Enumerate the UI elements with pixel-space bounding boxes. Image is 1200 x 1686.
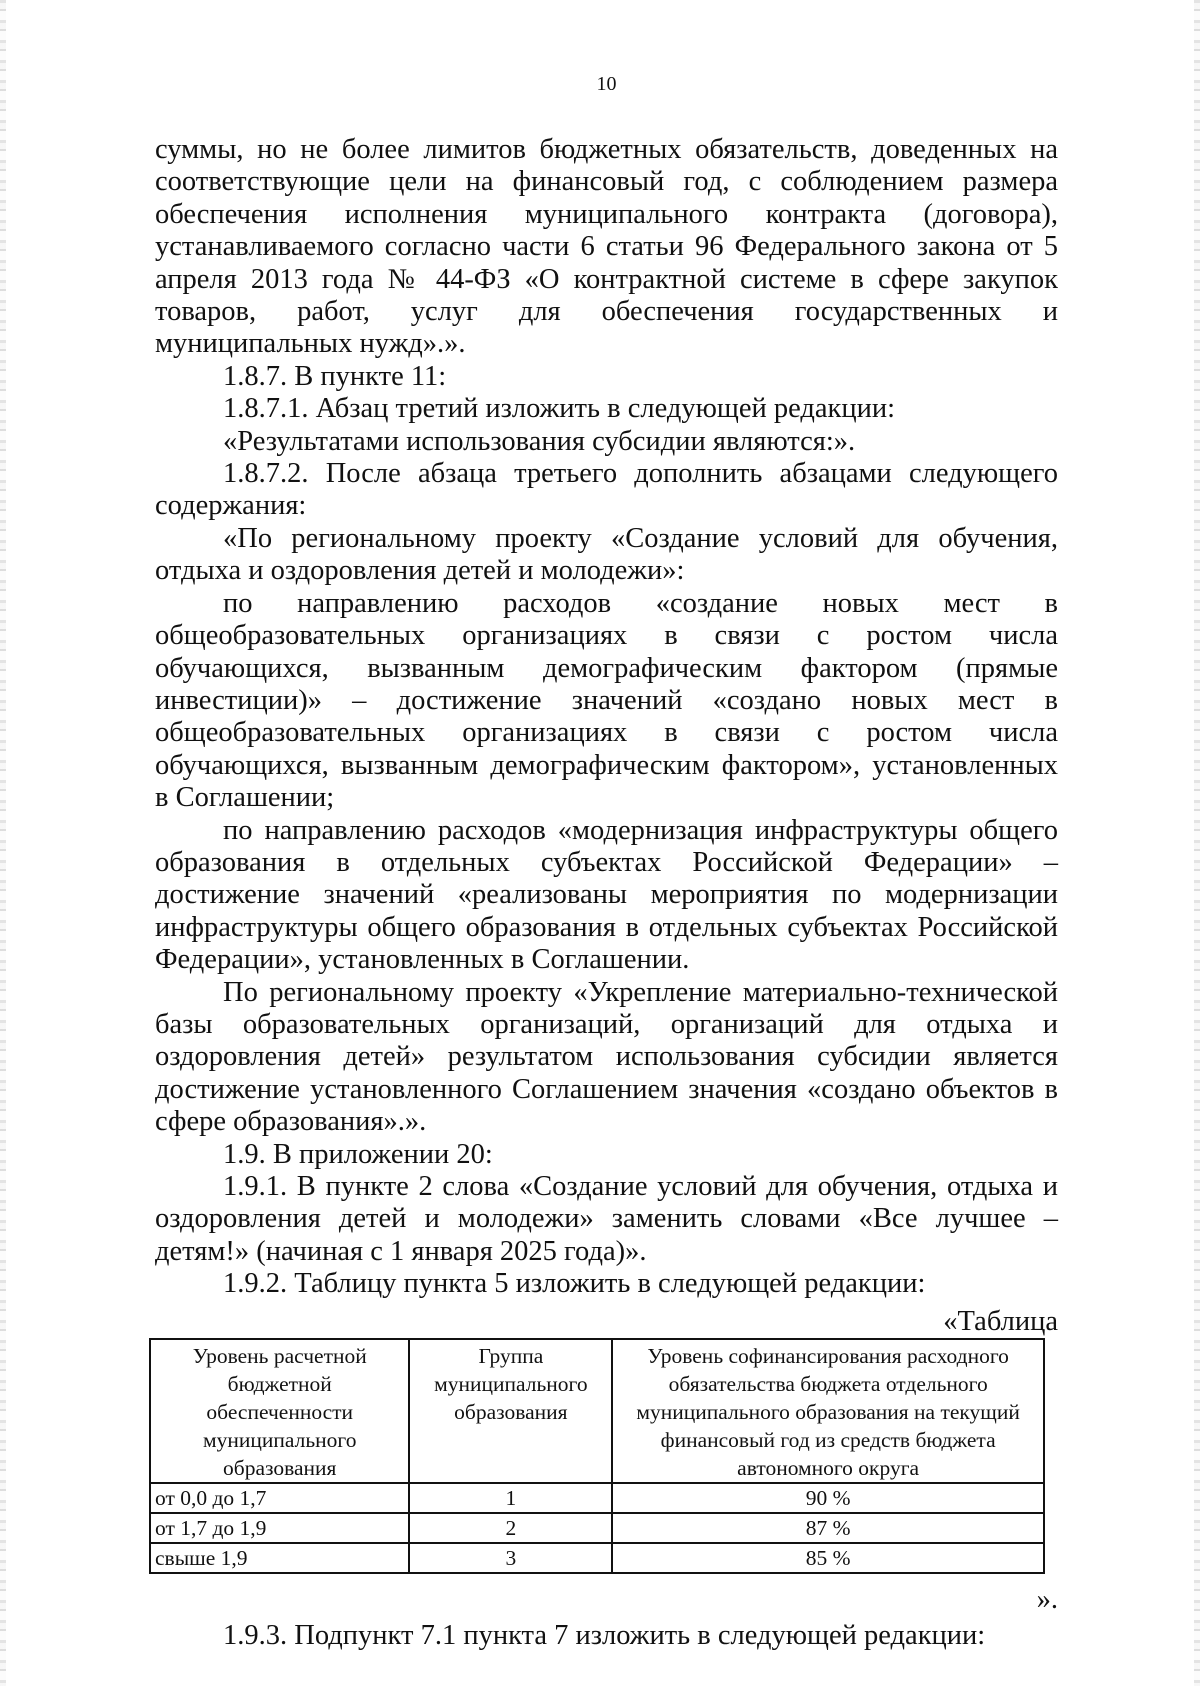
paragraph-1-8-7: 1.8.7. В пункте 11: <box>223 360 447 392</box>
header-municipal-group: Группа муниципального образования <box>409 1339 612 1483</box>
cell-group: 3 <box>409 1543 612 1573</box>
cell-group: 2 <box>409 1513 612 1543</box>
cell-group: 1 <box>409 1483 612 1513</box>
cell-cofinancing: 90 % <box>612 1483 1044 1513</box>
paragraph-1-9-2: 1.9.2. Таблицу пункта 5 изложить в следующей редакции: <box>223 1268 926 1300</box>
table-row <box>150 1513 1044 1543</box>
table-header-row <box>150 1339 1044 1483</box>
table-caption: «Таблица <box>943 1305 1058 1337</box>
page-number: 10 <box>596 73 617 95</box>
cell-budget-level: свыше 1,9 <box>150 1543 409 1573</box>
paragraph-direction-new-places: по направлению расходов «создание новых мест в общеобразовательных организациях в связи с ростом числа обучающихся, вызванным демографическим фактором (прямые инвестиции)» – достижение значений «создано новых мест в общеобразовательных организациях в связи с ростом числа обучающихся, вызванным демографическим фактором», установленных в Соглашении; <box>155 587 1058 814</box>
paragraph-1-8-7-2: 1.8.7.2. После абзаца третьего дополнить абзацами следующего содержания: <box>155 458 1058 522</box>
cell-budget-level: от 0,0 до 1,7 <box>150 1483 409 1513</box>
paragraph-1-9-1: 1.9.1. В пункте 2 слова «Создание условий для обучения, отдыха и оздоровления детей и молодежи» заменить словами «Все лучшее – детям!» (начиная с 1 января 2025 года)». <box>155 1171 1058 1267</box>
paragraph-1-8-7-1: 1.8.7.1. Абзац третий изложить в следующей редакции: <box>223 393 896 425</box>
paragraph-1-9: 1.9. В приложении 20: <box>223 1138 493 1170</box>
cell-cofinancing: 85 % <box>612 1543 1044 1573</box>
header-cofinancing-level: Уровень софинансирования расходного обязательства бюджета отдельного муниципального образования на текущий финансовый год из средств бюджета автономного округа <box>612 1339 1044 1483</box>
paragraph-continuation: суммы, но не более лимитов бюджетных обязательств, доведенных на соответствующие цели на финансовый год, с соблюдением размера обеспечения исполнения муниципального контракта (договора), устанавливаемого согласно части 6 статьи 96 Федерального закона от 5 апреля 2013 года № 44-ФЗ «О контрактной системе в сфере закупок товаров, работ, услуг для обеспечения государственных и муниципальных нужд».». <box>155 134 1058 360</box>
paragraph-direction-modernization: по направлению расходов «модернизация инфраструктуры общего образования в отдельных субъектах Российской Федерации» – достижение значений «реализованы мероприятия по модернизации инфраструктуры общего образования в отдельных субъектах Российской Федерации», установленных в Соглашении. <box>155 814 1058 976</box>
cell-budget-level: от 1,7 до 1,9 <box>150 1513 409 1543</box>
paragraph-regional-project-2: По региональному проекту «Укрепление материально-технической базы образовательных организаций, организаций для отдыха и оздоровления детей» результатом использования субсидии является достижение установленного Соглашением значения «создано объектов в сфере образования».». <box>155 976 1058 1138</box>
header-budget-level: Уровень расчетной бюджетной обеспеченности муниципального образования <box>150 1339 409 1483</box>
table-row <box>150 1543 1044 1573</box>
scan-edge-right <box>1194 0 1200 1686</box>
table-row <box>150 1483 1044 1513</box>
cell-cofinancing: 87 % <box>612 1513 1044 1543</box>
document-page <box>155 72 1058 1652</box>
paragraph-1-9-3: 1.9.3. Подпункт 7.1 пункта 7 изложить в следующей редакции: <box>223 1619 986 1651</box>
table-closing-quote: ». <box>1036 1583 1058 1615</box>
paragraph-results-quote: «Результатами использования субсидии являются:». <box>223 425 856 457</box>
paragraph-regional-project-1: «По региональному проекту «Создание условий для обучения, отдыха и оздоровления детей и молодежи»: <box>155 522 1058 587</box>
cofinancing-table <box>149 1338 1045 1574</box>
scan-edge-left <box>0 0 6 1686</box>
